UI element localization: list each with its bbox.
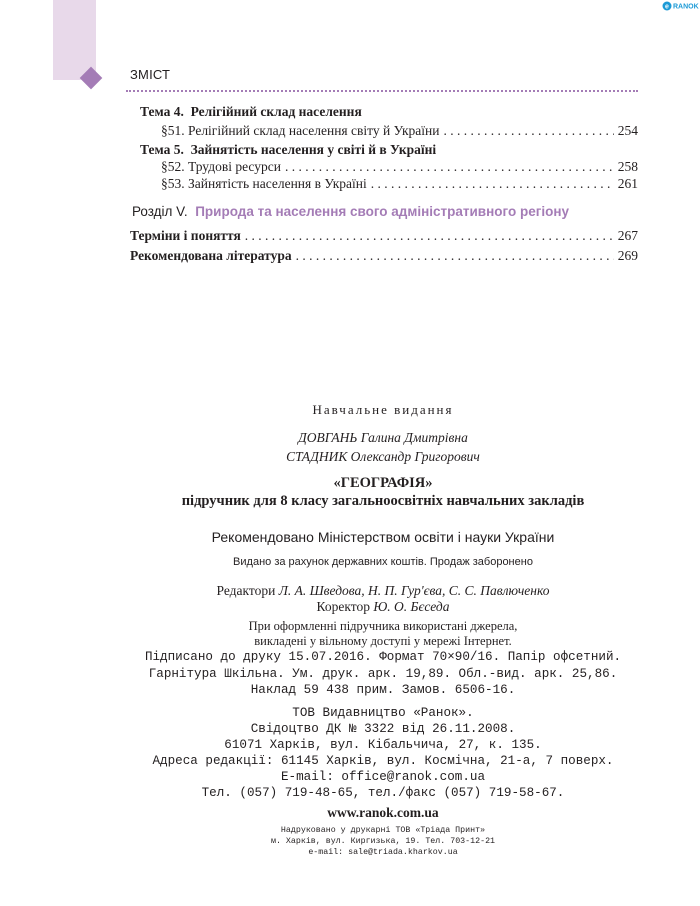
- toc-item-p53[interactable]: [161, 176, 638, 192]
- toc-item-p51[interactable]: [161, 123, 638, 139]
- toc-terms-title: Терміни і поняття: [130, 228, 241, 243]
- toc-literature-title: Рекомендована література: [130, 248, 292, 263]
- publisher-email: E-mail: office@ranok.com.ua: [280, 770, 486, 784]
- toc-p52-page: 258: [617, 159, 638, 174]
- toc-p52-num: §52.: [161, 159, 185, 174]
- toc-terms-page: 267: [617, 228, 638, 243]
- ranok-logo-icon: [662, 1, 700, 11]
- toc-section5[interactable]: [132, 204, 569, 219]
- leader-dots: [371, 176, 614, 192]
- leader-dots: [296, 248, 614, 264]
- toc-item-terms[interactable]: [130, 228, 638, 244]
- toc-p53-page: 261: [617, 176, 638, 191]
- corrector-line: [0, 599, 700, 615]
- toc-topic4-title: Релігійний склад населення: [190, 104, 362, 119]
- toc-p53-num: §53.: [161, 176, 185, 191]
- book-subtitle: підручник для 8 класу загальноосвітніх навчальних закладів: [181, 493, 585, 509]
- publisher-line-1: ТОВ Видавництво «Ранок».: [292, 706, 474, 720]
- toc-topic5-label: Тема 5.: [140, 142, 184, 157]
- corrector-label: Коректор: [316, 599, 370, 614]
- editors-names: Л. А. Шведова, Н. П. Гур'єва, С. С. Павлюченко: [278, 583, 550, 598]
- toc-topic4-label: Тема 4.: [140, 104, 184, 119]
- print-line-1: Підписано до друку 15.07.2016. Формат 70×90/16. Папір офсетний.: [144, 650, 622, 664]
- printed-line-2: м. Харків, вул. Киргизька, 19. Тел. 703-12-21: [270, 837, 496, 846]
- leader-dots: [245, 228, 614, 244]
- editors-line: [0, 583, 700, 599]
- toc-p51-page: 254: [617, 123, 638, 138]
- book-title: «ГЕОГРАФІЯ»: [333, 475, 433, 491]
- website-link[interactable]: www.ranok.com.ua: [327, 805, 439, 820]
- toc-topic4: [140, 104, 362, 120]
- svg-text:RANOK: RANOK: [673, 3, 699, 11]
- toc-p51-num: §51.: [161, 123, 185, 138]
- leader-dots: [443, 123, 613, 139]
- corrector-name: Ю. О. Бєседа: [373, 599, 450, 614]
- publisher-phones: Тел. (057) 719-48-65, тел./факс (057) 719-58-67.: [201, 786, 565, 800]
- author-1: ДОВГАНЬ Галина Дмитрівна: [298, 430, 468, 445]
- sources-line-2: викладені у вільному доступі у мережі Інтернет.: [254, 634, 512, 648]
- toc-p53-title: Зайнятість населення в Україні: [188, 176, 367, 191]
- printed-line-1: Надруковано у друкарні ТОВ «Тріада Принт»: [280, 826, 486, 835]
- print-line-2: Гарнітура Шкільна. Ум. друк. арк. 19,89. Обл.-вид. арк. 25,86.: [148, 667, 618, 681]
- publisher-line-4: Адреса редакції: 61145 Харків, вул. Космічна, 21-а, 7 поверх.: [152, 754, 614, 768]
- toc-item-literature[interactable]: [130, 248, 638, 264]
- author-2: СТАДНИК Олександр Григорович: [286, 449, 480, 464]
- publisher-line-3: 61071 Харків, вул. Кібальчича, 27, к. 135.: [224, 738, 542, 752]
- printed-line-3: e-mail: sale@triada.kharkov.ua: [308, 848, 458, 857]
- header-divider: [126, 90, 638, 92]
- recommended-line: Рекомендовано Міністерством освіти і науки України: [211, 529, 555, 545]
- toc-section5-label: Розділ V.: [132, 204, 188, 219]
- svg-text:e: e: [665, 3, 669, 11]
- leader-dots: [285, 159, 614, 175]
- publisher-line-2: Свідоцтво ДК № 3322 від 26.11.2008.: [250, 722, 516, 736]
- toc-p51-title: Релігійний склад населення світу й України: [188, 123, 440, 138]
- toc-p52-title: Трудові ресурси: [188, 159, 281, 174]
- page-title: ЗМІСТ: [130, 67, 171, 82]
- toc-literature-page: 269: [617, 248, 638, 263]
- print-line-3: Наклад 59 438 прим. Замов. 6506-16.: [250, 683, 516, 697]
- toc-section5-title: Природа та населення свого адміністративного регіону: [195, 204, 569, 219]
- toc-topic5-title: Зайнятість населення у світі й в Україні: [190, 142, 437, 157]
- published-line: Видано за рахунок державних коштів. Продаж заборонено: [233, 556, 533, 568]
- editors-label: Редактори: [216, 583, 276, 598]
- sources-line-1: При оформленні підручника використані джерела,: [248, 619, 518, 633]
- toc-item-p52[interactable]: [161, 159, 638, 175]
- edition-type: Навчальне видання: [312, 402, 454, 417]
- toc-topic5: [140, 142, 436, 158]
